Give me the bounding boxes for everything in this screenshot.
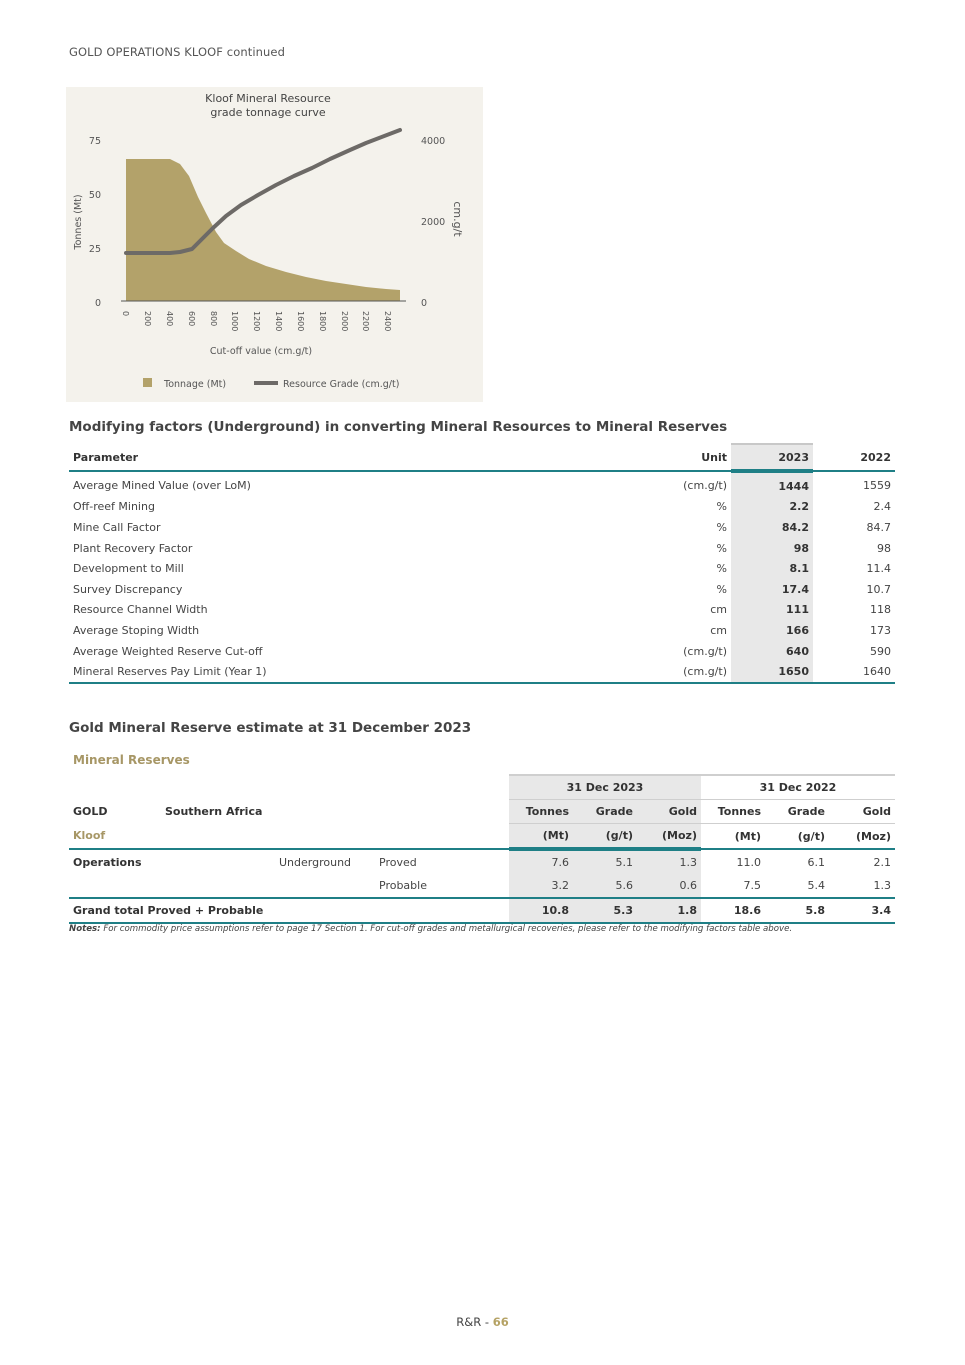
grade-tonnage-chart [66,87,483,402]
table-row [69,641,895,662]
unit-cell: % [716,541,727,555]
value-2023-cell: 2.2 [731,497,813,518]
col-2023: 2023 [731,444,813,471]
unit-gold-2022: (Moz) [829,824,895,850]
footer-prefix: R&R - [456,1315,493,1329]
col-gold-2022: Gold [829,800,895,824]
table-row [69,497,895,518]
left-tick-0: 0 [94,298,101,309]
value-2022-cell: 173 [870,623,891,637]
table-row [69,471,895,497]
period-2022-header: 31 Dec 2022 [701,775,895,800]
unit-cell: % [716,520,727,534]
value-2022-cell: 10.7 [866,582,891,596]
table-row [69,517,895,538]
tonnes-2022: 11.0 [736,855,761,869]
table-row [69,661,895,683]
left-tick-50: 50 [88,190,101,201]
parameter-cell: Development to Mill [73,562,184,576]
tonnage-area [126,159,400,301]
mineral-reserve-table [69,774,895,924]
tonnes-2022: 7.5 [701,874,765,898]
grade-2022: 6.1 [807,855,825,869]
period-header-row [69,775,895,800]
unit-grade-2022: (g/t) [765,824,829,850]
value-2023-cell: 98 [731,538,813,559]
parameter-cell: Average Stoping Width [73,623,200,637]
right-tick-0: 0 [421,298,428,309]
notes-text: For commodity price assumptions refer to page 17 Section 1. For cut-off grades and metallurgical recoveries, please refer to the modifying factors table above. [100,924,793,934]
x-tick: 1000 [230,311,239,332]
unit-tonnes-2023: (Mt) [509,824,573,850]
value-2023-cell: 8.1 [731,558,813,579]
chart-title-line2: grade tonnage curve [210,106,326,119]
modifying-factors-table [69,443,895,684]
total-gold-2023: 1.8 [637,898,701,923]
commodity-label: GOLD [73,805,108,818]
table-header-row [69,444,895,471]
chart-title-line1: Kloof Mineral Resource [205,92,331,105]
x-axis-label: Cut-off value (cm.g/t) [209,346,313,357]
value-2023-cell: 1650 [731,661,813,683]
x-tick: 2400 [383,311,392,332]
value-2022-cell: 98 [877,541,891,555]
mining-type [275,874,375,898]
tonnes-2023: 3.2 [509,874,573,898]
running-header: GOLD OPERATIONS KLOOF continued [69,45,285,59]
units-row [69,824,895,850]
parameter-cell: Resource Channel Width [73,603,208,617]
value-2023-cell: 166 [731,620,813,641]
table-row [69,849,895,874]
x-tick: 1800 [318,311,327,332]
total-tonnes-2022: 18.6 [701,898,765,923]
period-2023-header: 31 Dec 2023 [509,775,701,800]
col-tonnes-2022: Tonnes [701,800,765,824]
page-number: 66 [492,1315,509,1329]
table-row [69,538,895,559]
value-2022-cell: 2.4 [873,500,891,514]
grand-total-row [69,898,895,923]
value-2022-cell: 1640 [813,661,895,683]
col-grade-2022: Grade [765,800,829,824]
unit-cell: % [716,582,727,596]
total-label: Grand total Proved + Probable [69,898,509,923]
row-label [69,874,275,898]
right-tick-2000: 2000 [421,217,446,228]
x-tick: 200 [143,311,152,327]
value-2022-cell: 118 [870,603,891,617]
x-tick: 800 [209,311,218,327]
column-header-row [69,800,895,824]
gold-2022: 2.1 [873,855,891,869]
value-2022-cell: 590 [870,644,891,658]
gold-2022: 1.3 [829,874,895,898]
legend-tonnage-swatch-icon [143,378,152,387]
operation-name: Kloof [69,824,161,850]
col-parameter: Parameter [69,444,573,471]
right-tick-4000: 4000 [421,136,446,147]
col-gold-2023: Gold [637,800,701,824]
right-axis-label: cm.g/t [451,201,464,237]
x-tick: 1400 [274,311,283,332]
reserve-category: Proved [379,855,417,869]
unit-cell: % [716,562,727,576]
unit-cell: (cm.g/t) [683,479,727,493]
left-tick-75: 75 [88,136,101,147]
region-label: Southern Africa [165,805,263,818]
unit-grade-2023: (g/t) [573,824,637,850]
x-tick: 600 [187,311,196,327]
modifying-factors-title: Modifying factors (Underground) in converting Mineral Resources to Mineral Reserves [69,419,728,435]
value-2023-cell: 111 [731,600,813,621]
parameter-cell: Survey Discrepancy [73,582,183,596]
table-row [69,558,895,579]
grade-2023: 5.1 [573,849,637,874]
legend-tonnage-label: Tonnage (Mt) [164,379,227,390]
notes [69,924,792,934]
col-2022: 2022 [813,444,895,471]
x-tick: 1200 [252,311,261,332]
x-tick: 0 [121,311,130,317]
unit-cell: (cm.g/t) [683,644,727,658]
unit-cell: cm [710,623,727,637]
unit-cell: % [716,500,727,514]
gold-2023: 0.6 [637,874,701,898]
table-row [69,620,895,641]
unit-cell: (cm.g/t) [573,661,731,683]
value-2022-cell: 1559 [863,479,891,493]
table-row [69,600,895,621]
tonnes-2023: 7.6 [509,849,573,874]
mineral-reserves-subtitle: Mineral Reserves [73,753,190,767]
page-footer [0,1315,965,1329]
legend-grade-label: Resource Grade (cm.g/t) [283,379,400,390]
value-2023-cell: 17.4 [731,579,813,600]
reserve-estimate-title: Gold Mineral Reserve estimate at 31 December 2023 [69,720,472,736]
value-2023-cell: 640 [731,641,813,662]
col-tonnes-2023: Tonnes [509,800,573,824]
value-2022-cell: 84.7 [866,520,891,534]
x-tick: 2000 [340,311,349,332]
table-row [69,579,895,600]
x-tick: 1600 [296,311,305,332]
value-2023-cell: 1444 [731,471,813,497]
left-tick-25: 25 [88,244,101,255]
notes-label: Notes: [69,924,101,934]
x-tick: 400 [165,311,174,327]
left-axis-label: Tonnes (Mt) [73,194,84,250]
parameter-cell: Mine Call Factor [73,520,161,534]
parameter-cell: Average Weighted Reserve Cut-off [73,644,263,658]
col-unit: Unit [573,444,731,471]
total-gold-2022: 3.4 [829,898,895,923]
grade-2023: 5.6 [573,874,637,898]
unit-gold-2023: (Moz) [637,824,701,850]
gold-2023: 1.3 [637,849,701,874]
grade-2022: 5.4 [765,874,829,898]
x-tick: 2200 [361,311,370,332]
value-2023-cell: 84.2 [731,517,813,538]
col-grade-2023: Grade [573,800,637,824]
parameter-cell: Off-reef Mining [73,500,155,514]
parameter-cell: Plant Recovery Factor [73,541,193,555]
parameter-cell: Mineral Reserves Pay Limit (Year 1) [69,661,573,683]
total-tonnes-2023: 10.8 [509,898,573,923]
mining-type: Underground [279,855,352,869]
reserve-category: Probable [375,874,509,898]
parameter-cell: Average Mined Value (over LoM) [73,479,251,493]
table-row [69,874,895,898]
unit-cell: cm [710,603,727,617]
unit-tonnes-2022: (Mt) [701,824,765,850]
row-label: Operations [73,855,142,869]
total-grade-2022: 5.8 [765,898,829,923]
value-2022-cell: 11.4 [866,562,891,576]
total-grade-2023: 5.3 [573,898,637,923]
